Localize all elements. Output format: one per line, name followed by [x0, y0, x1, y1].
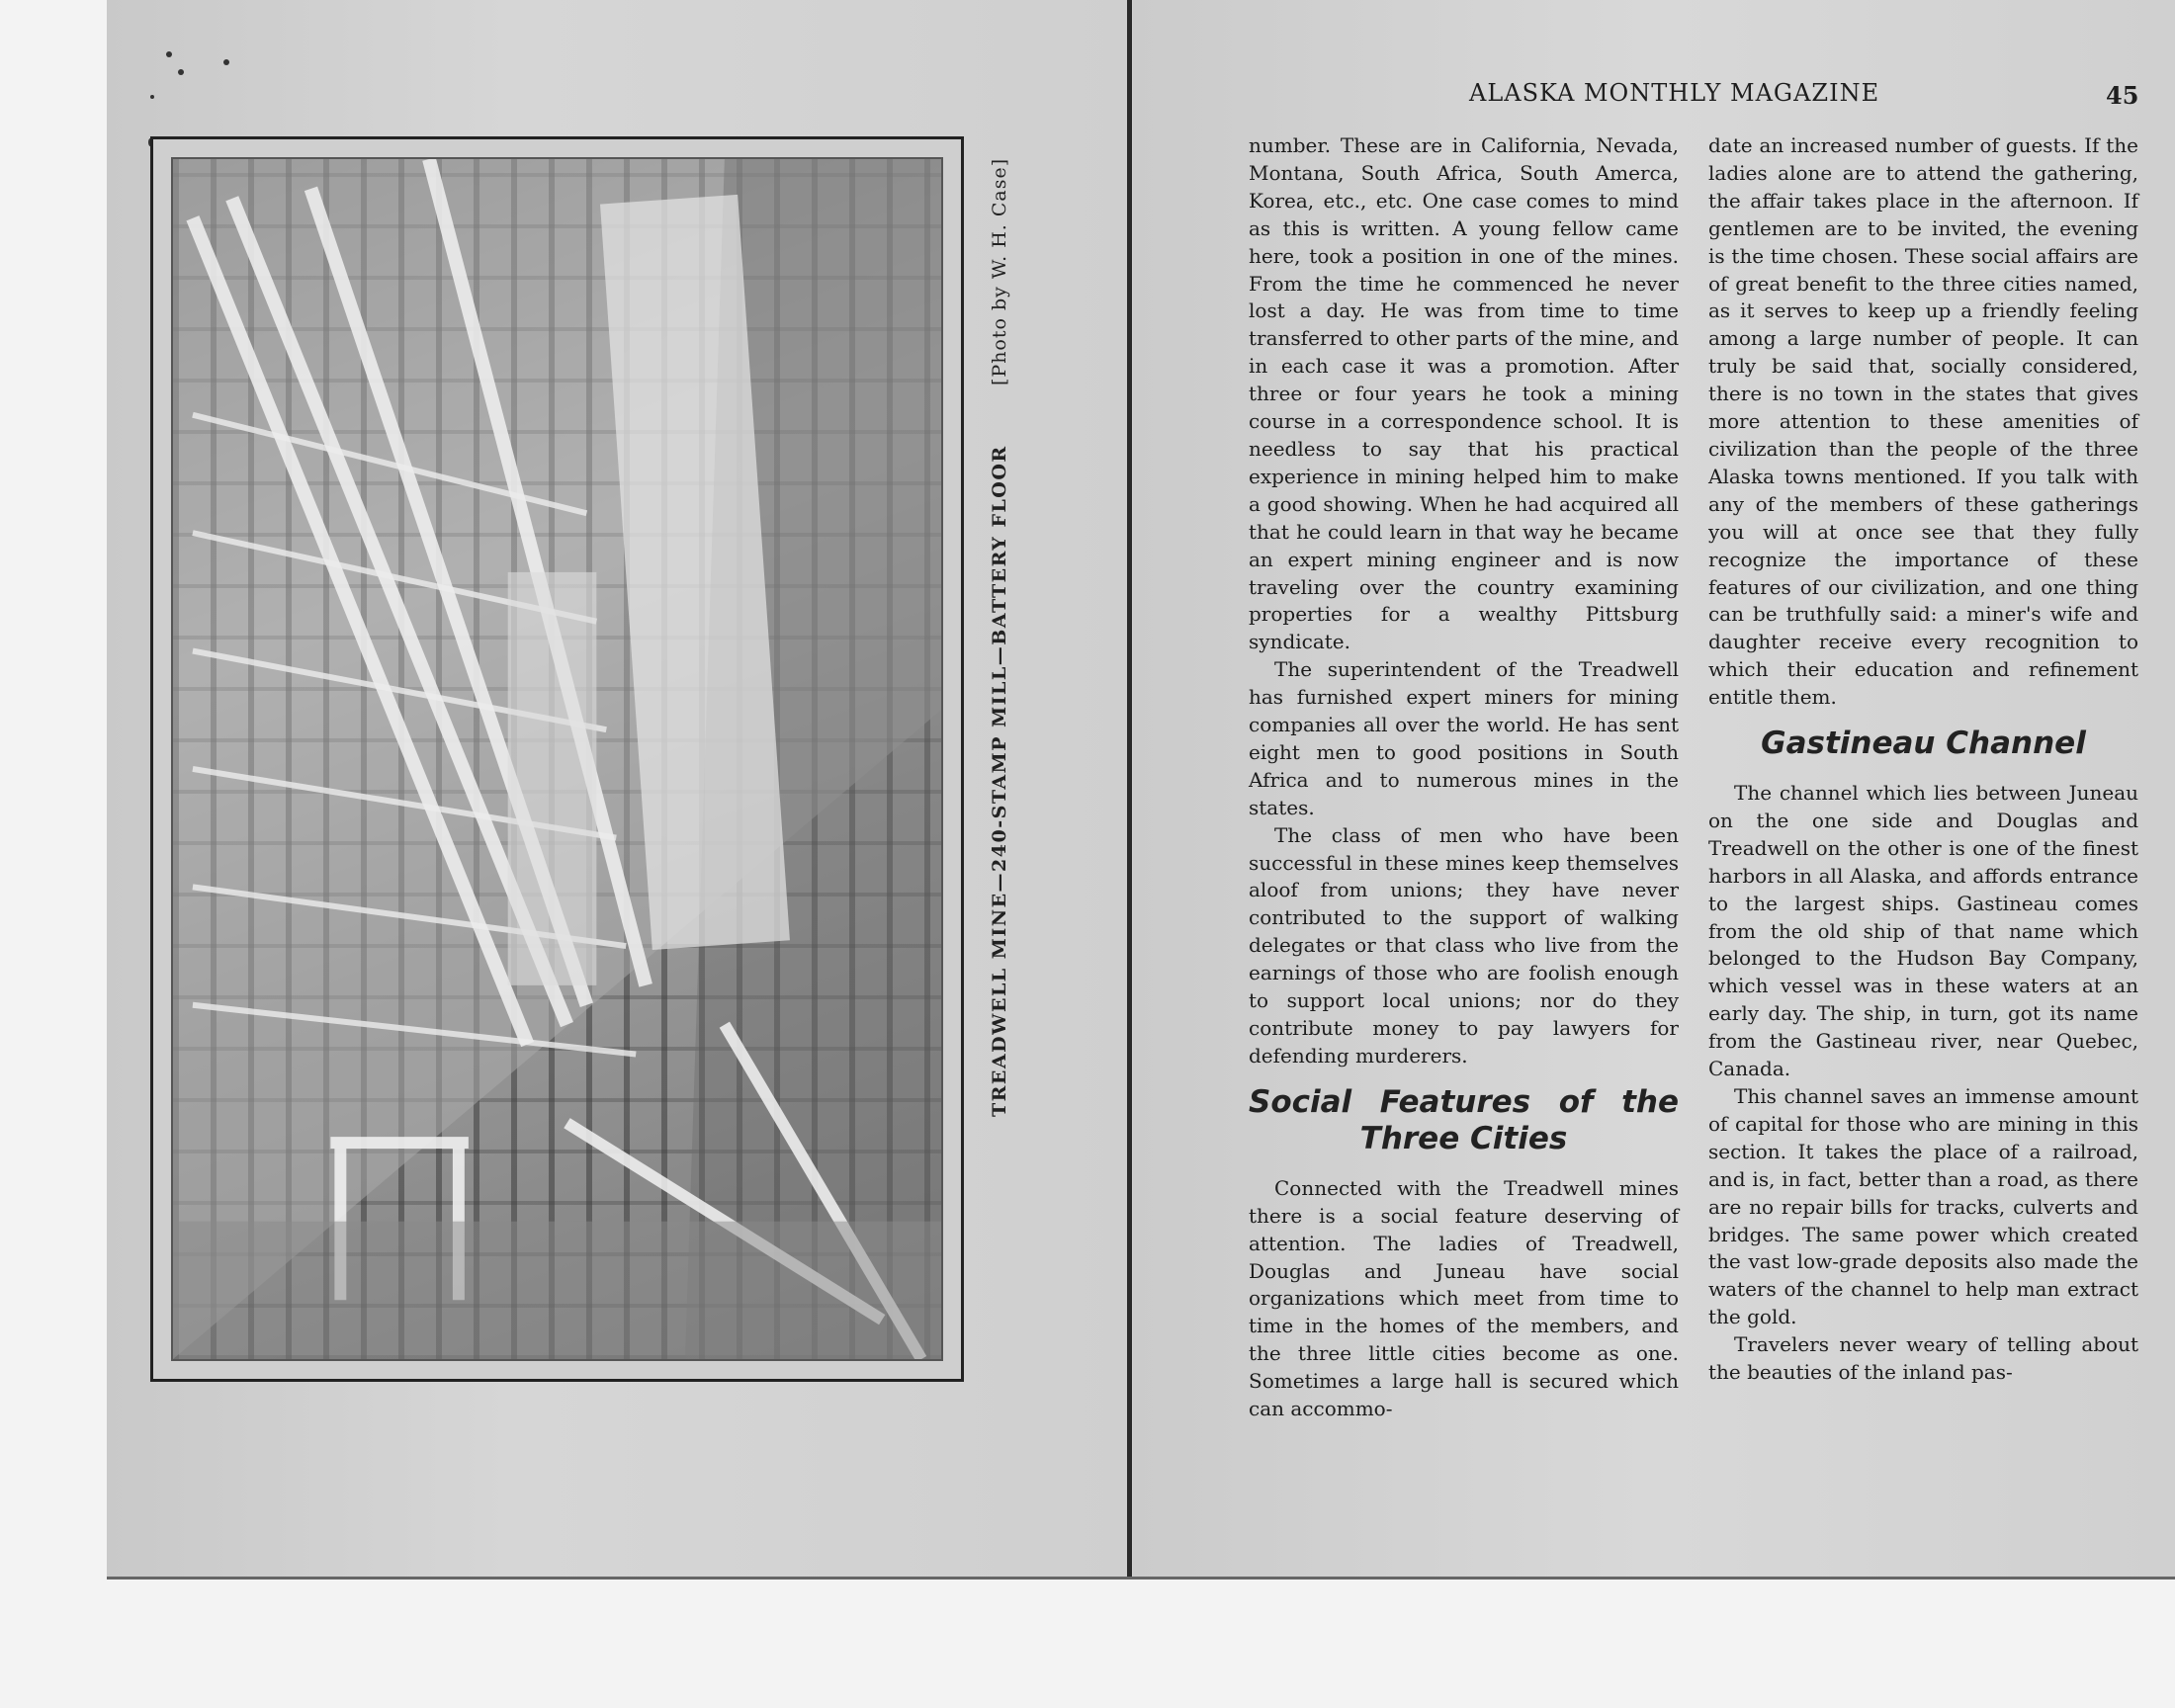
- print-speck: [150, 95, 154, 99]
- article-paragraph: This channel saves an immense amount of capital for those who are mining in this section. It takes the place of a railroad, and is, in fact, better than a road, as there are no repair bills for tracks, culverts and bridges. The same power which created the vast low-grade deposits also made the waters of the channel to help man extract the gold.: [1708, 1084, 2138, 1329]
- page-gutter: [1127, 0, 1132, 1580]
- article-paragraph: Connected with the Treadwell mines there is a social feature deserving of attention. The ladies of Treadwell, Douglas and Juneau have social organizations which meet from time to time in the homes of the members, and the three little cities become as one. Sometimes a large hall is secured which can accommo-: [1249, 1175, 1679, 1421]
- article-paragraph: number. These are in California, Nevada, Montana, South Africa, South Amerca, Korea, etc., etc. One case comes to mind as this is written. A young fellow came here, took a position in one of the mines. From the time he commenced he never lost a day. He was from time to time transferred to other parts of the mine, and in each case it was a promotion. After three or four years he took a mining course in a correspondence school. It is needless to say that his practical experience in mining helped him to make a good showing. When he had acquired all that he could learn in that way he became an expert mining engineer and is now traveling over the country examining properties for a wealthy Pittsburg syndicate.: [1249, 133, 1679, 654]
- page-number: 45: [2106, 81, 2139, 110]
- article-paragraph: The class of men who have been successful in these mines keep themselves aloof from unions; they have never contributed to the support of walking delegates or that class who live from the earnings of those who are foolish enough to support local unions; nor do they contribute money to pay lawyers for defending murderers.: [1249, 822, 1679, 1068]
- article-paragraph: date an increased number of guests. If the ladies alone are to attend the gathering, the affair takes place in the afternoon. If gentlemen are to be invited, the evening is the time chosen. These social affairs are of great benefit to the three cities named, as it serves to keep up a friendly feeling among a large number of people. It can truly be said that, socially considered, there is no town in the states that gives more attention to these amenities of civilization than the people of the three Alaska towns mentioned. If you talk with any of the members of these gatherings you will at once see that they fully recognize the importance of these features of our civilization, and one thing can be truthfully said: a miner's wife and daughter receive every recognition to which their education and refinement entitle them.: [1708, 133, 2138, 710]
- running-title: ALASKA MONTHLY MAGAZINE: [1469, 79, 1880, 107]
- article-paragraph: The superintendent of the Treadwell has furnished expert miners for mining companies all over the world. He has sent eight men to good positions in South Africa and to numerous mines in the states.: [1249, 657, 1679, 819]
- photo-illustration: [173, 159, 941, 1359]
- text-column-right: [1708, 132, 2138, 1387]
- print-speck: [223, 59, 229, 65]
- print-speck: [178, 69, 184, 75]
- mill-photograph: [171, 157, 943, 1361]
- photo-caption: TREADWELL MINE—240-STAMP MILL—BATTERY FLOOR: [989, 445, 1010, 1117]
- photo-credit: [Photo by W. H. Case]: [989, 157, 1010, 385]
- photo-plate: [150, 136, 964, 1382]
- article-paragraph: The channel which lies between Juneau on the one side and Douglas and Treadwell on the other is one of the finest harbors in all Alaska, and affords entrance to the largest ships. Gastineau comes from the old ship of that name which belonged to the Hudson Bay Company, which vessel was in these waters at an early day. The ship, in turn, got its name from the Gastineau river, near Quebec, Canada.: [1708, 781, 2138, 1081]
- section-heading-continued: Three Cities: [1359, 1120, 1568, 1156]
- print-speck: [166, 51, 172, 57]
- text-column-left: [1249, 132, 1679, 1423]
- article-paragraph: Travelers never weary of telling about the beauties of the inland pas-: [1708, 1332, 2138, 1385]
- section-heading: Gastineau Channel: [1761, 726, 2086, 762]
- spread-bottom-edge: [107, 1577, 2175, 1580]
- section-heading: Social Features of the: [1249, 1083, 1679, 1120]
